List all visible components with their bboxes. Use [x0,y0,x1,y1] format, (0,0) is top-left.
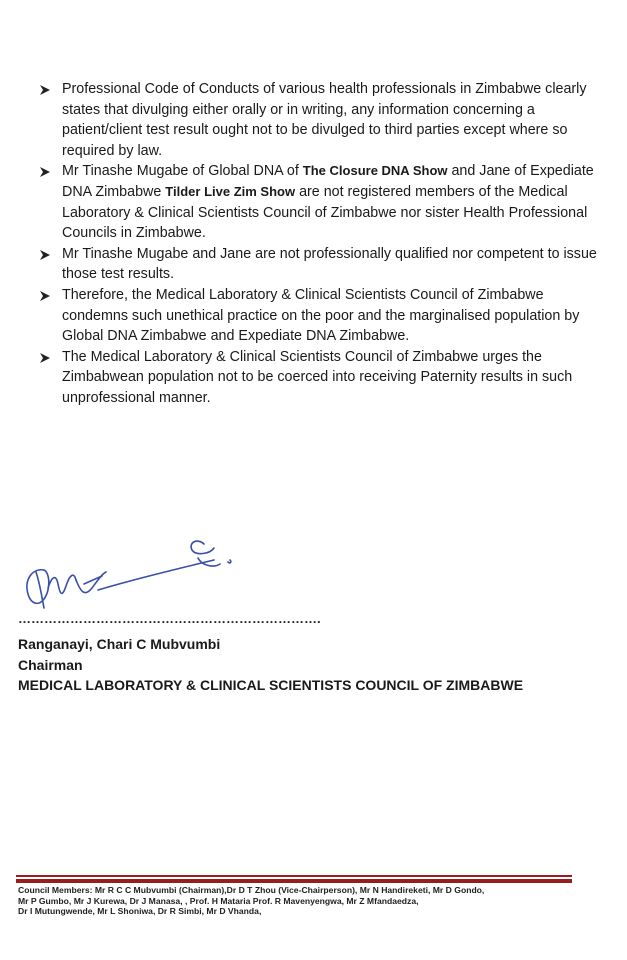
show-name: The Closure DNA Show [302,163,448,179]
bullet-item [38,161,598,243]
bullet-item [38,244,598,285]
bullet-text: and Jane of Expediate DNA Zimbabwe [62,163,594,200]
council-members [18,885,578,917]
bullet-text: Therefore, the Medical Laboratory & Clinical Scientists Council of Zimbabwe condemns such unethical practice on the poor and the marginalised population by Global DNA Zimbabwe and Expediate DNA Zimbabwe. [62,286,580,345]
arrow-bullet-icon [38,80,52,100]
council-members-line: Mr P Gumbo, Mr J Kurewa, Dr J Manasa, , Prof. H Mataria Prof. R Mavenyengwa, Mr Z Mfandaedza, [18,895,419,906]
arrow-bullet-icon [38,162,52,182]
arrow-bullet-icon [38,348,52,368]
signatory-title: Chairman [18,656,83,673]
bullet-list [38,79,598,409]
bullet-text: Professional Code of Conducts of various health professionals in Zimbabwe clearly states that divulging either orally or in writing, any information concerning a patient/client test result ought not to be divulged to third parties except where so required by law. [62,81,587,159]
signatory-name: Ranganayi, Chari C Mubvumbi [18,636,221,652]
council-members-line: Dr I Mutungwende, Mr L Shoniwa, Dr R Simbi, Mr D Vhanda, [18,906,262,917]
signatory-block [18,634,523,696]
show-name: Tilder Live Zim Show [165,183,296,199]
arrow-bullet-icon [38,286,52,306]
bullet-text: Mr Tinashe Mugabe and Jane are not professionally qualified nor competent to issue those test results. [62,245,597,283]
bullet-item [38,79,598,161]
organization-name: MEDICAL LABORATORY & CLINICAL SCIENTISTS COUNCIL OF ZIMBABWE [18,677,524,693]
bullet-item [38,347,598,409]
bullet-item [38,285,598,347]
bullet-text: The Medical Laboratory & Clinical Scientists Council of Zimbabwe urges the Zimbabwean population not to be coerced into receiving Paternity results in such unprofessional manner. [62,348,573,406]
bullet-text: are not registered members of the Medical Laboratory & Clinical Scientists Council of Zimbabwe nor sister Health Professional Councils in Zimbabwe. [62,183,588,242]
footer-rule [16,875,572,877]
bullet-text: Mr Tinashe Mugabe of Global DNA of [62,163,303,180]
footer-rule [16,879,572,883]
arrow-bullet-icon [38,245,52,265]
council-members-line: Council Members: Mr R C C Mubvumbi (Chairman),Dr D T Zhou (Vice-Chairperson), Mr N Handireketi, Mr D Gondo, [18,885,485,895]
signature-dotted-line: ……………………………………………………………. [18,611,321,626]
handwritten-signature [14,528,254,618]
